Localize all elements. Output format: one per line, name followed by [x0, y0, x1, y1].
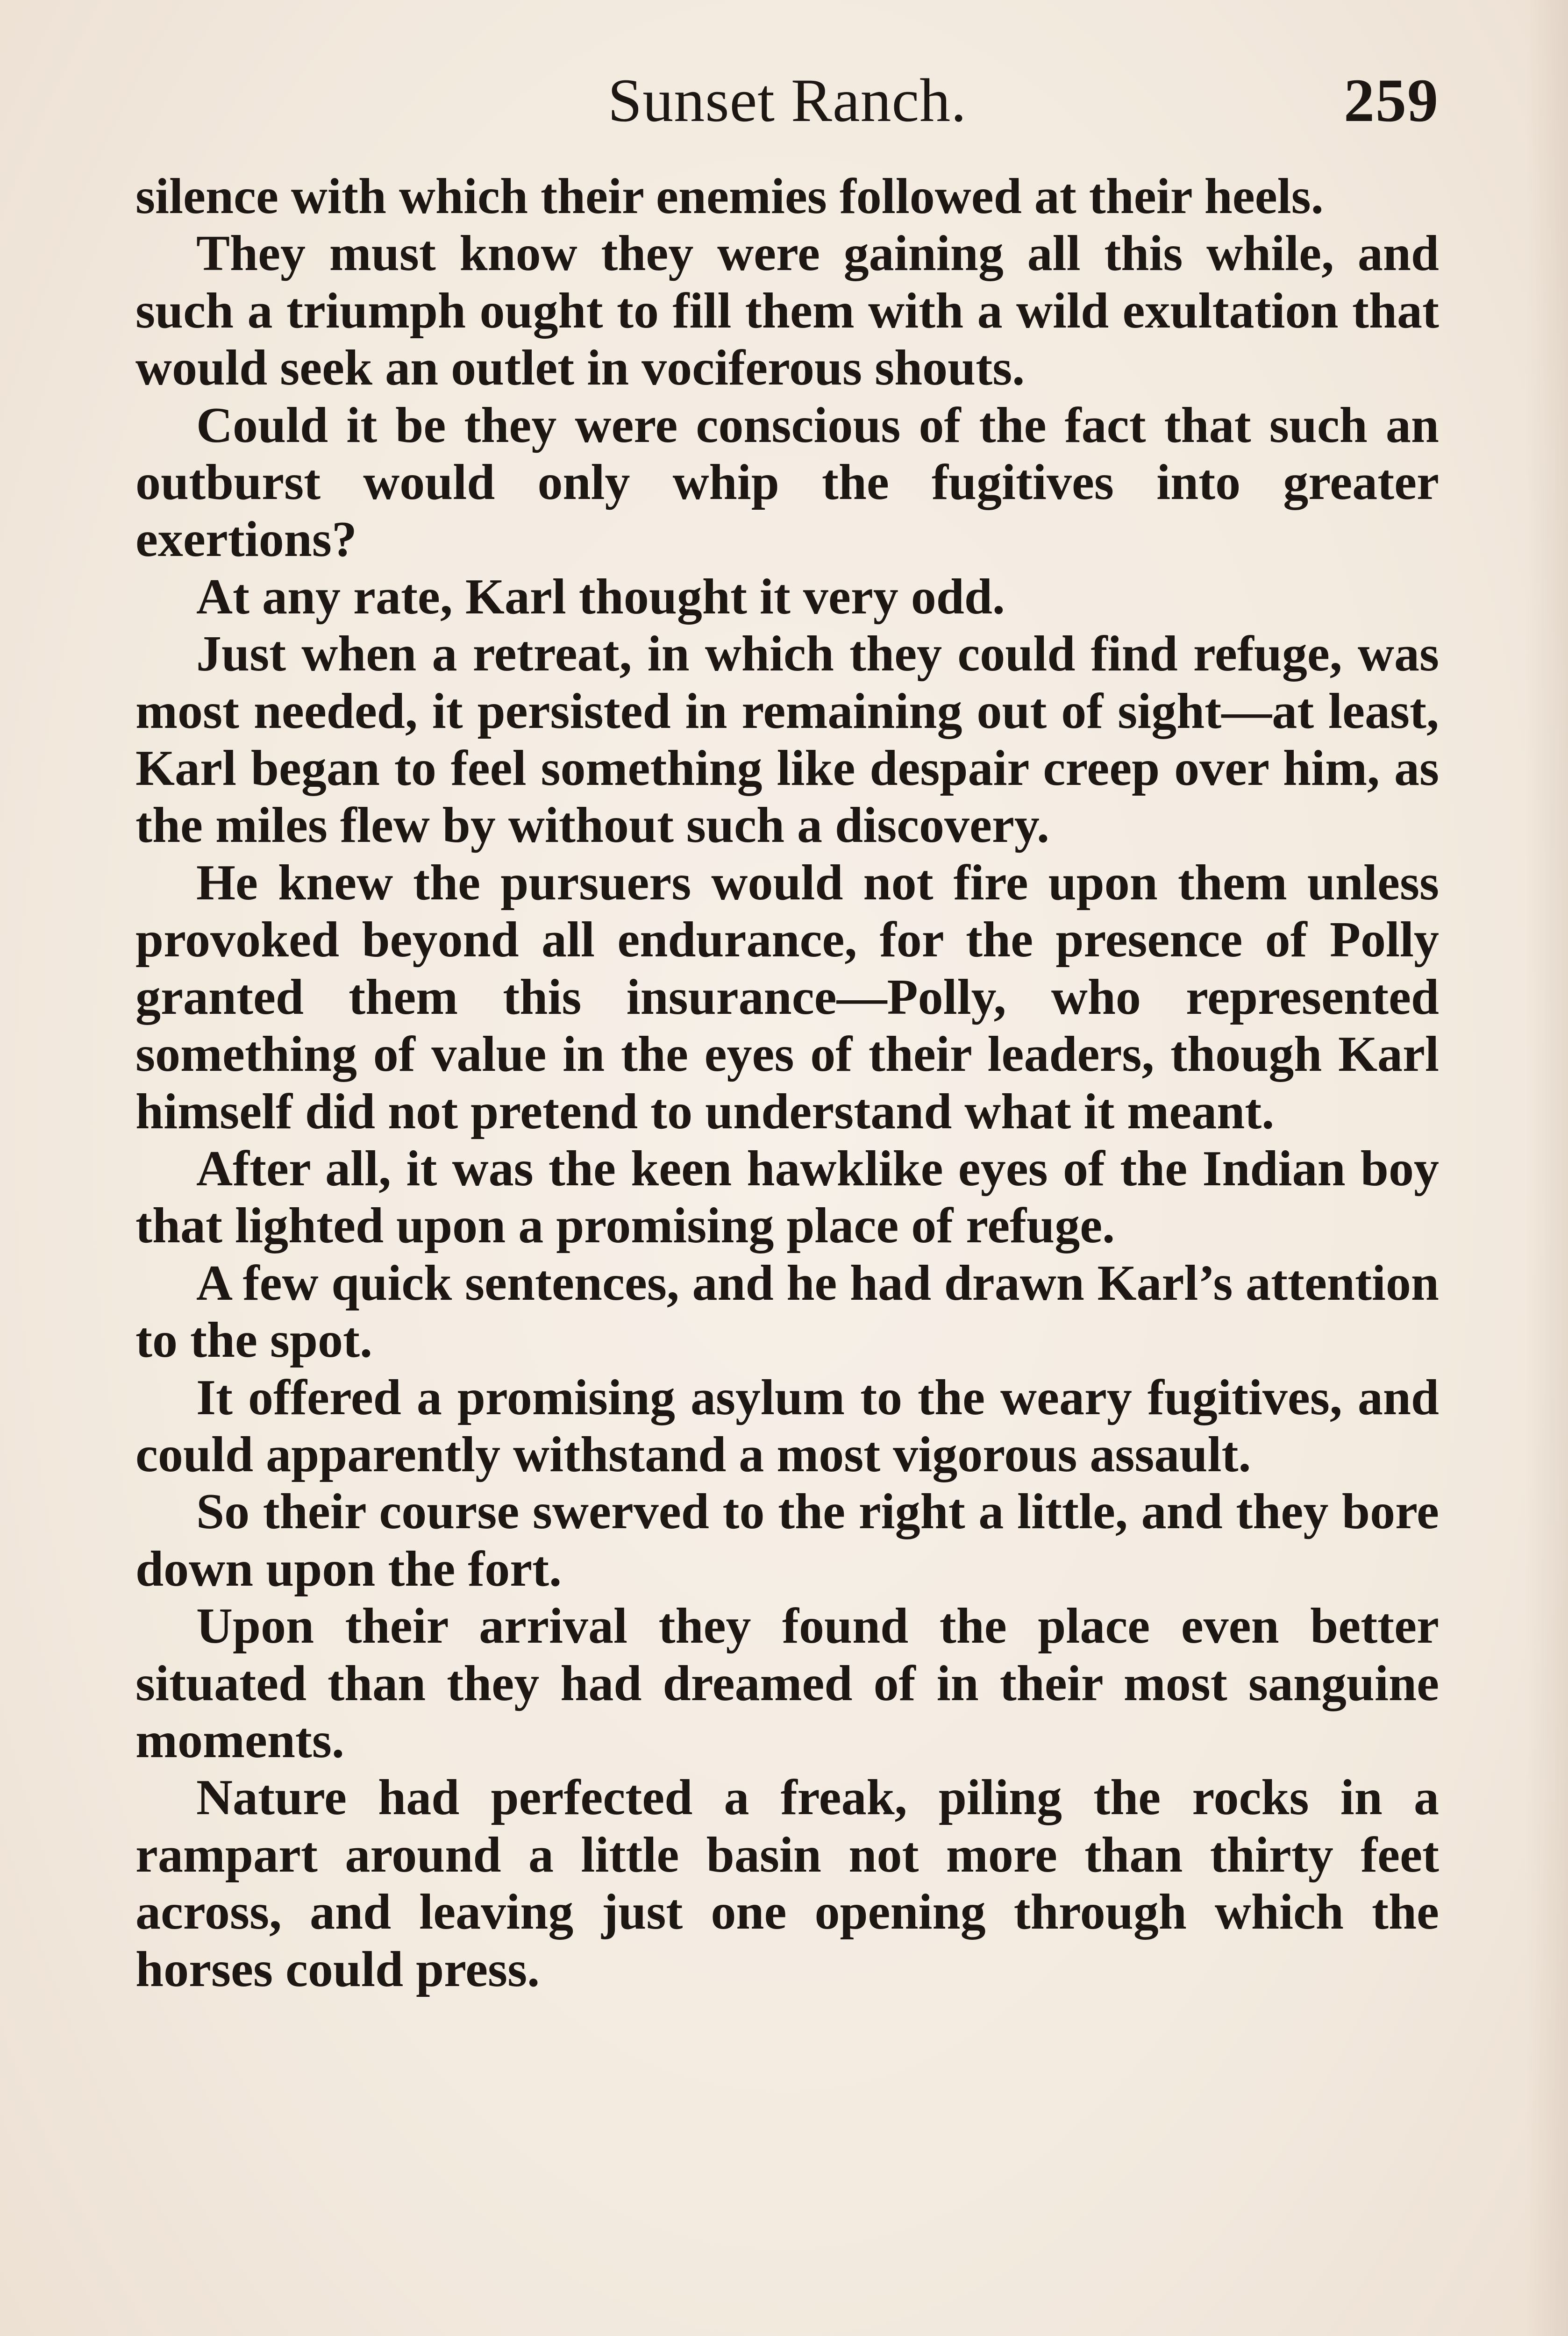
paragraph: It offered a promising asylum to the weary fugitives, and could apparently withstand a most vigorous assault.: [135, 1369, 1439, 1482]
paragraph: At any rate, Karl thought it very odd.: [196, 569, 1005, 625]
paragraph: Upon their arrival they found the place even better situated than they had dreamed of in their most sanguine moments.: [135, 1598, 1439, 1768]
page-number: 259: [1344, 66, 1439, 135]
paragraph: He knew the pursuers would not fire upon them unless provoked beyond all endurance, for the presence of Polly granted them this insurance—Polly, who represented something of value in the eyes of their leaders, though Karl himself did not pretend to understand what it meant.: [135, 855, 1439, 1140]
paragraph: After all, it was the keen hawklike eyes of the Indian boy that lighted upon a promising place of refuge.: [135, 1140, 1439, 1254]
running-title: Sunset Ranch.: [607, 66, 967, 135]
paragraph: Nature had perfected a freak, piling the rocks in a rampart around a little basin not more than thirty feet across, and leaving just one opening through which the horses could press.: [135, 1770, 1439, 1997]
page-edge-shadow: [1526, 0, 1568, 2336]
page-header: [135, 61, 1439, 140]
body-text: [135, 168, 1439, 1998]
paragraph: So their course swerved to the right a little, and they bore down upon the fort.: [135, 1484, 1439, 1597]
paragraph: They must know they were gaining all this while, and such a triumph ought to fill them with a wild exultation that would seek an outlet in vociferous shouts.: [135, 226, 1439, 396]
paragraph: Could it be they were conscious of the fact that such an outburst would only whip the fugitives into greater exertions?: [135, 397, 1439, 568]
paragraph: Just when a retreat, in which they could find refuge, was most needed, it persisted in remaining out of sight—at least, Karl began to feel something like despair creep over him, as the miles flew by without such a discovery.: [135, 626, 1439, 854]
paragraph: silence with which their enemies followed at their heels.: [135, 169, 1324, 224]
paragraph: A few quick sentences, and he had drawn Karl’s attention to the spot.: [135, 1255, 1439, 1368]
